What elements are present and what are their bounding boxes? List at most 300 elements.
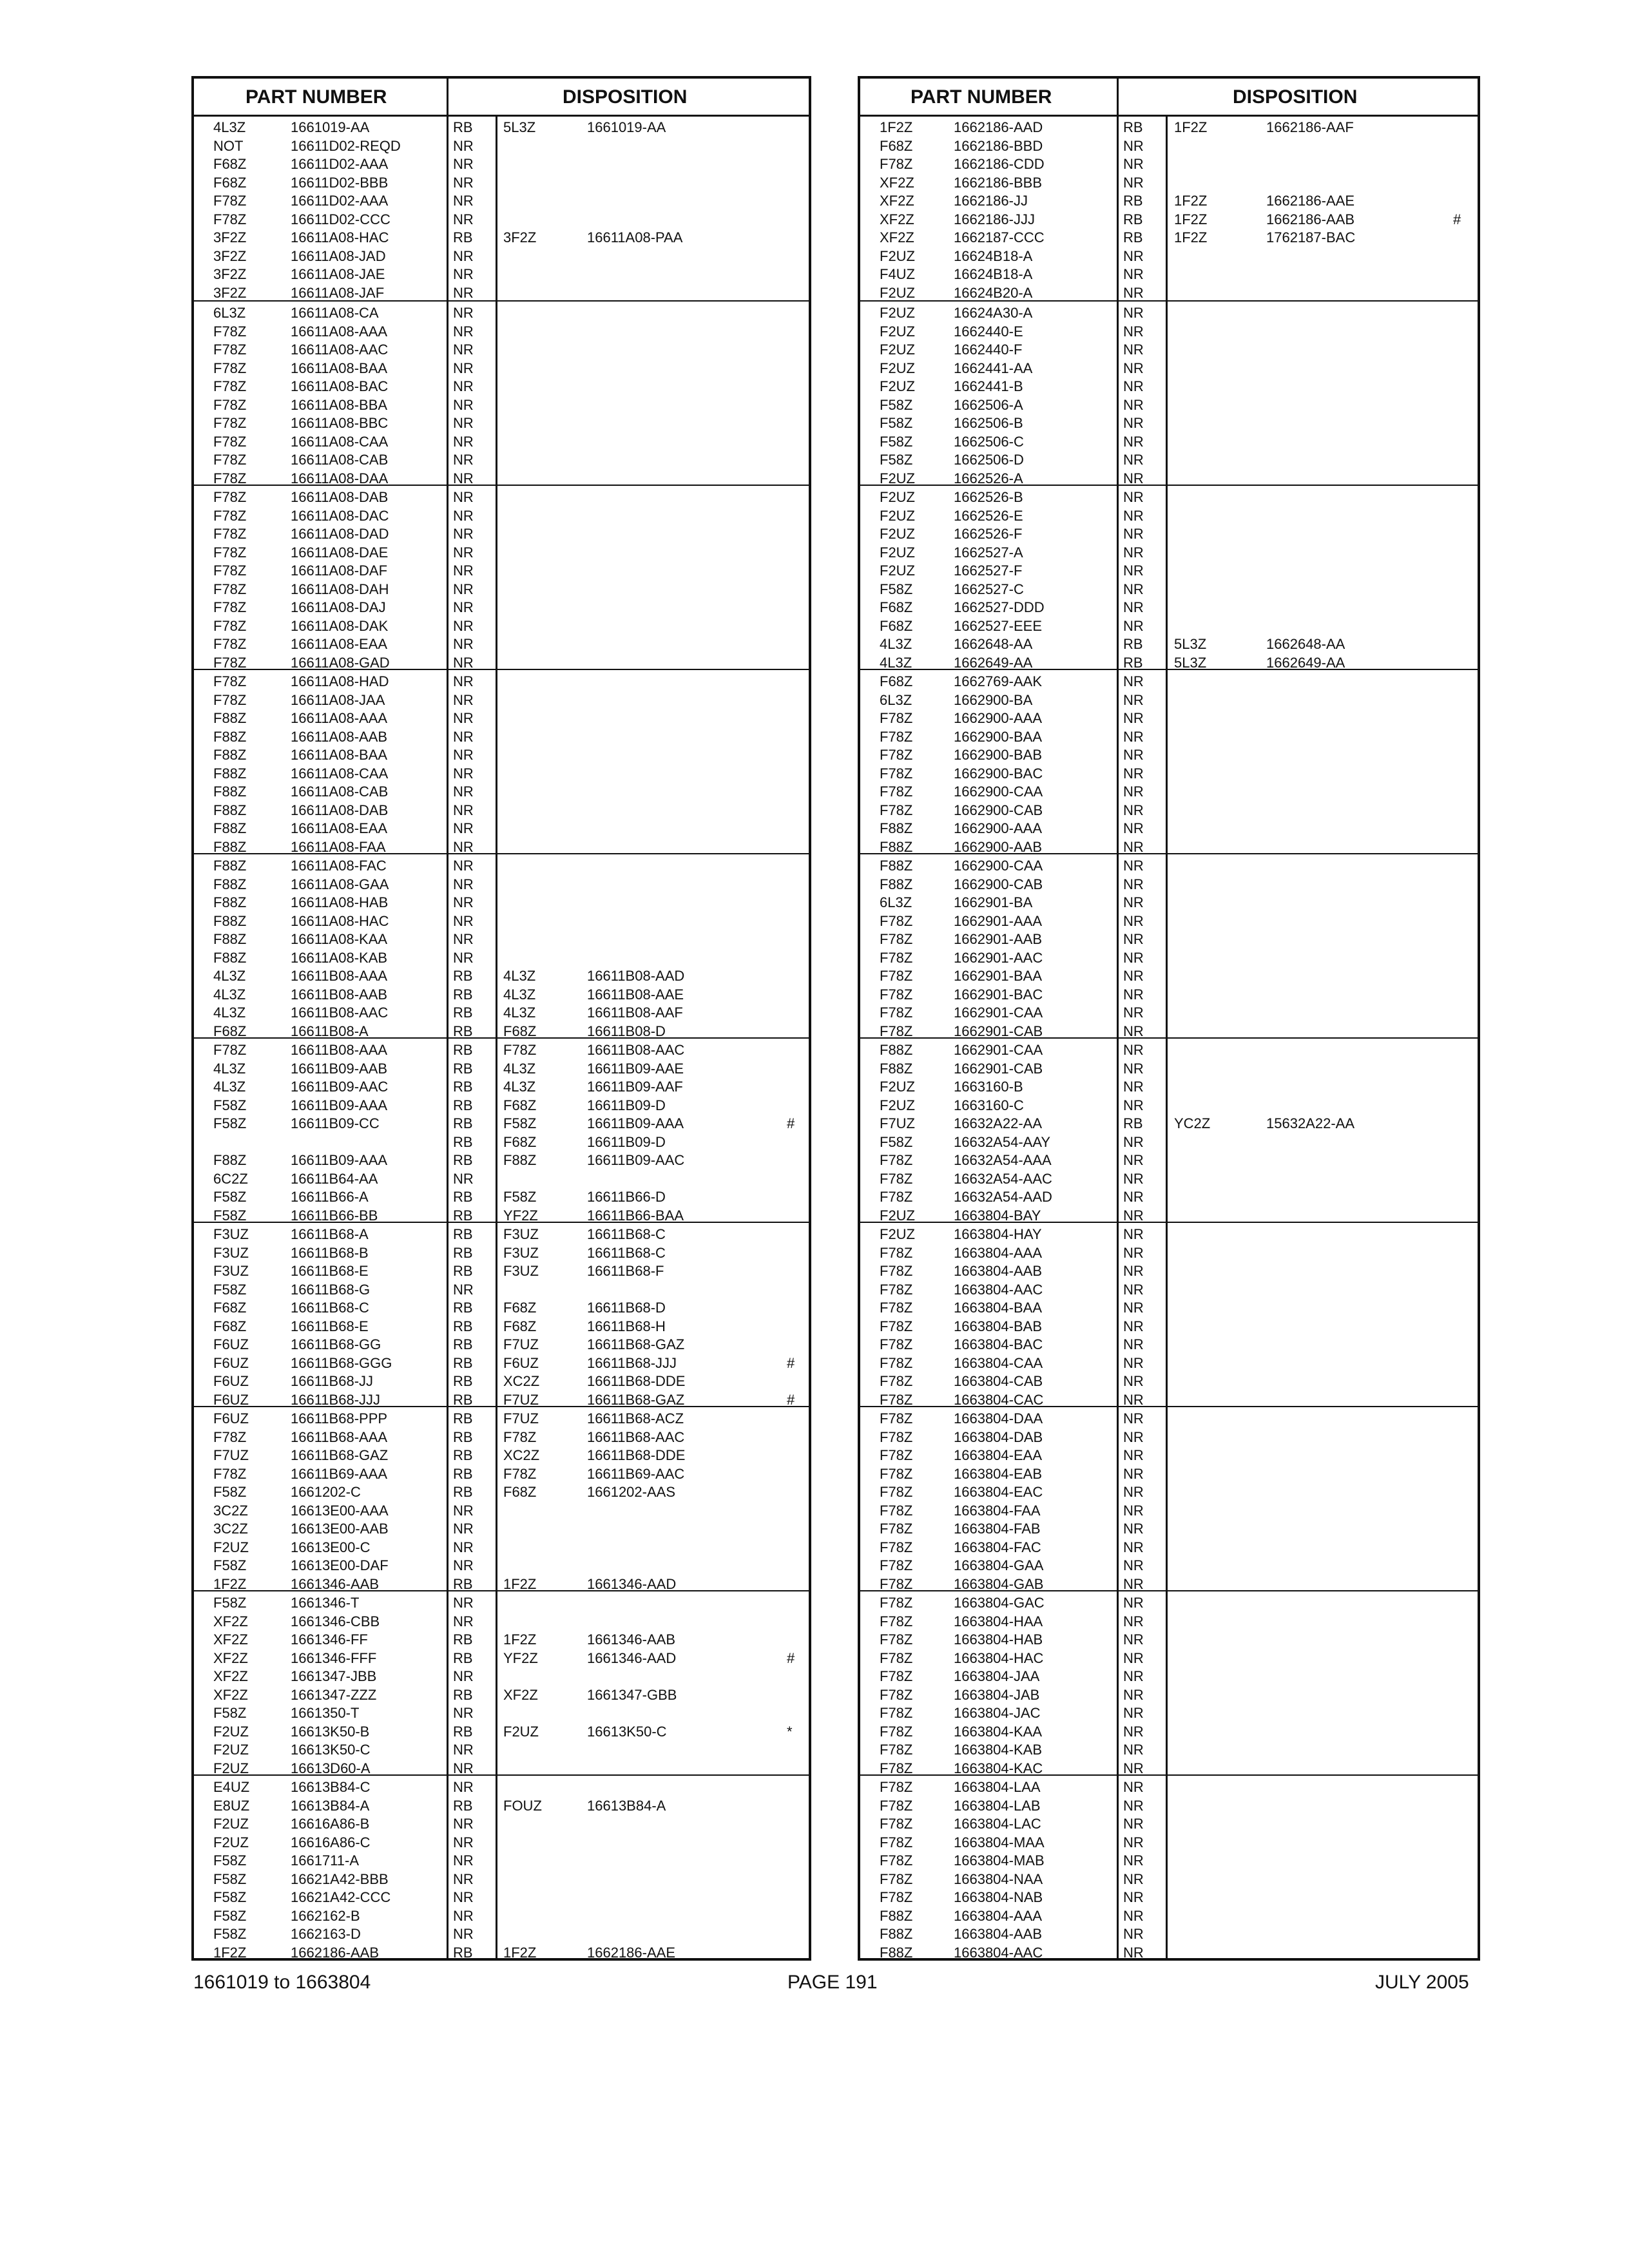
table-row [860, 1834, 1478, 1852]
code-cell: NR [1123, 949, 1144, 966]
table-row [194, 765, 809, 783]
code-cell: RB [453, 119, 473, 135]
prefix-cell: 3C2Z [213, 1521, 248, 1537]
part-number-cell: 16611D02-BBB [291, 174, 389, 191]
new-prefix-cell: F6UZ [503, 1354, 539, 1371]
row-group [860, 1037, 1478, 1223]
new-prefix-cell: 1F2Z [503, 1575, 537, 1592]
part-number-cell: 1662186-BBB [954, 174, 1042, 191]
prefix-cell: F6UZ [213, 1410, 249, 1427]
part-number-cell: 1662527-EEE [954, 617, 1042, 634]
prefix-cell: F58Z [213, 1870, 247, 1887]
code-cell: NR [453, 838, 474, 855]
prefix-cell: F68Z [880, 673, 913, 689]
code-cell: RB [453, 1004, 473, 1021]
prefix-cell: XF2Z [213, 1668, 248, 1684]
table-row [194, 1483, 809, 1502]
prefix-cell: F6UZ [213, 1391, 249, 1408]
code-cell: NR [453, 820, 474, 836]
part-number-cell: 1663804-HAC [954, 1649, 1044, 1666]
prefix-cell: F58Z [213, 1705, 247, 1721]
code-cell: NR [1123, 858, 1144, 874]
prefix-cell: F78Z [213, 617, 247, 634]
new-part-number-cell: 1662649-AA [1266, 654, 1345, 671]
part-number-cell: 1662163-D [291, 1926, 361, 1942]
prefix-cell: E8UZ [213, 1797, 250, 1814]
prefix-cell: F88Z [213, 931, 247, 947]
part-number-cell: 16611A08-JAE [291, 266, 385, 282]
part-number-cell: 16611A08-GAA [291, 876, 389, 892]
part-number-cell: 1662162-B [291, 1907, 360, 1924]
part-number-cell: 1663804-HAA [954, 1613, 1043, 1629]
part-number-cell: 1661347-ZZZ [291, 1686, 377, 1703]
row-group [860, 485, 1478, 670]
code-cell: RB [1123, 211, 1143, 227]
code-cell: NR [1123, 820, 1144, 836]
part-number-cell: 1663804-MAA [954, 1834, 1045, 1850]
table-row [860, 691, 1478, 710]
new-part-number-cell: 16613B84-A [587, 1797, 666, 1814]
part-number-cell: 1662186-AAB [291, 1944, 379, 1961]
table-row [194, 562, 809, 581]
part-number-cell: 1663160-C [954, 1097, 1024, 1113]
prefix-cell: F78Z [213, 581, 247, 597]
prefix-cell: F88Z [213, 876, 247, 892]
table-row [860, 1907, 1478, 1926]
part-number-cell: 1662901-AAC [954, 949, 1043, 966]
part-number-cell: 1662526-F [954, 526, 1023, 542]
part-number-cell: 16611B09-CC [291, 1115, 380, 1131]
table-row [860, 783, 1478, 802]
prefix-cell: F68Z [213, 1318, 247, 1334]
prefix-cell: 3F2Z [213, 284, 247, 301]
table-row [860, 857, 1478, 876]
part-number-cell: 1663804-DAB [954, 1428, 1043, 1445]
new-part-number-cell: 1662648-AA [1266, 636, 1345, 652]
table-row [860, 635, 1478, 654]
code-cell: NR [1123, 1244, 1144, 1261]
part-number-cell: 16611A08-CAA [291, 433, 389, 450]
part-number-cell: 1663804-LAB [954, 1797, 1041, 1814]
prefix-cell: XF2Z [880, 229, 914, 245]
prefix-cell: F58Z [213, 1852, 247, 1869]
part-number-cell: 16611A08-AAC [291, 341, 389, 358]
prefix-cell: F78Z [880, 1170, 913, 1187]
table-row [860, 265, 1478, 284]
part-number-cell: 1662527-F [954, 562, 1023, 579]
code-cell: NR [1123, 876, 1144, 892]
table-row [194, 1649, 809, 1668]
part-number-cell: 1662506-D [954, 452, 1024, 468]
new-prefix-cell: 1F2Z [1174, 119, 1208, 135]
code-cell: NR [453, 912, 474, 929]
prefix-cell: F88Z [213, 949, 247, 966]
footer-range: 1661019 to 1663804 [193, 1972, 371, 1993]
table-row [194, 247, 809, 266]
part-number-cell: 16611A08-BAC [291, 378, 389, 394]
code-cell: NR [453, 174, 474, 191]
new-prefix-cell: F7UZ [503, 1410, 539, 1427]
code-cell: NR [453, 654, 474, 671]
table-row [194, 820, 809, 838]
prefix-cell: F88Z [880, 876, 913, 892]
new-prefix-cell: F68Z [503, 1097, 537, 1113]
new-part-number-cell: 16611B69-AAC [587, 1465, 685, 1482]
code-cell: NR [453, 1834, 474, 1850]
part-number-cell: 1662900-AAA [954, 710, 1042, 726]
code-cell: NR [453, 1595, 474, 1611]
row-group [194, 485, 809, 670]
table-row [194, 912, 809, 931]
prefix-cell: F78Z [880, 1613, 913, 1629]
prefix-cell: F78Z [880, 728, 913, 745]
prefix-cell: F78Z [213, 323, 247, 340]
table-row [194, 1318, 809, 1336]
table-row [860, 1667, 1478, 1686]
code-cell: RB [453, 1391, 473, 1408]
part-number-cell: 1662901-CAA [954, 1042, 1043, 1058]
part-number-cell: 16611A08-DAF [291, 562, 388, 579]
table-row [860, 1133, 1478, 1152]
prefix-cell: F88Z [880, 1926, 913, 1942]
part-number-cell: 1662901-BAA [954, 968, 1042, 984]
table-row [860, 673, 1478, 691]
code-cell: RB [453, 1686, 473, 1703]
table-row [194, 1723, 809, 1742]
new-prefix-cell: 4L3Z [503, 1004, 536, 1021]
part-number-cell: 1662186-JJJ [954, 211, 1035, 227]
part-number-cell: 16611A08-CAB [291, 452, 389, 468]
prefix-cell: F78Z [880, 1484, 913, 1500]
prefix-cell: F88Z [213, 747, 247, 763]
table-row [194, 949, 809, 968]
table-row [194, 525, 809, 544]
part-number-cell: 16611A08-BAA [291, 360, 388, 376]
footer-page: PAGE 191 [787, 1972, 878, 1993]
part-number-cell: 16611D02-CCC [291, 211, 390, 227]
part-number-cell: 1662526-B [954, 489, 1023, 505]
part-number-cell: 16613E00-DAF [291, 1557, 389, 1573]
row-group [194, 116, 809, 300]
code-cell: NR [453, 1539, 474, 1555]
prefix-cell: F58Z [880, 433, 913, 450]
new-part-number-cell: 16611B68-H [587, 1318, 666, 1334]
code-cell: NR [1123, 1502, 1144, 1519]
new-part-number-cell: 16611B68-DDE [587, 1447, 686, 1463]
part-number-cell: 1663804-GAB [954, 1575, 1044, 1592]
code-cell: NR [453, 193, 474, 209]
table-row [860, 304, 1478, 323]
code-cell: RB [453, 1079, 473, 1095]
table-row [194, 1465, 809, 1484]
table-row [860, 1649, 1478, 1668]
code-cell: NR [1123, 433, 1144, 450]
prefix-cell: F2UZ [880, 544, 915, 561]
part-number-cell: 1663804-CAC [954, 1391, 1044, 1408]
new-part-number-cell: 16611B09-AAE [587, 1060, 684, 1077]
part-number-cell: 1663804-BAY [954, 1207, 1041, 1224]
table-row [860, 544, 1478, 562]
part-number-cell: 16611A08-AAB [291, 728, 388, 745]
code-cell: RB [453, 1263, 473, 1279]
new-prefix-cell: 5L3Z [503, 119, 536, 135]
table-row [860, 414, 1478, 433]
prefix-cell: F58Z [213, 1557, 247, 1573]
table-row [860, 1041, 1478, 1060]
code-cell: RB [453, 1575, 473, 1592]
new-part-number-cell: 16611B68-AAC [587, 1428, 685, 1445]
prefix-cell: F78Z [880, 1557, 913, 1573]
part-number-cell: 16611B68-B [291, 1244, 369, 1261]
prefix-cell: F2UZ [880, 507, 915, 524]
table-row [194, 1520, 809, 1539]
prefix-cell: 6C2Z [213, 1170, 248, 1187]
prefix-cell: 4L3Z [213, 968, 246, 984]
code-cell: NR [1123, 1300, 1144, 1316]
new-part-number-cell: 1661346-AAD [587, 1575, 677, 1592]
prefix-cell: F6UZ [213, 1354, 249, 1371]
code-cell: NR [1123, 489, 1144, 505]
part-number-cell: 16611A08-DAJ [291, 599, 386, 615]
new-part-number-cell: 1661019-AA [587, 119, 666, 135]
table-row [860, 1281, 1478, 1300]
table-row [194, 378, 809, 396]
row-group [860, 1590, 1478, 1776]
table-row [860, 1539, 1478, 1557]
prefix-cell: F78Z [213, 452, 247, 468]
part-number-cell: 16632A54-AAC [954, 1170, 1052, 1187]
new-part-number-cell: 16611B68-F [587, 1263, 664, 1279]
part-number-cell: 16611A08-BBC [291, 415, 389, 431]
code-cell: NR [1123, 765, 1144, 782]
code-cell: NR [1123, 617, 1144, 634]
code-cell: NR [1123, 1907, 1144, 1924]
part-number-cell: 1663804-AAC [954, 1944, 1043, 1961]
table-row [194, 1834, 809, 1852]
code-cell: NR [1123, 1686, 1144, 1703]
new-part-number-cell: 16611B66-D [587, 1189, 666, 1205]
code-cell: NR [1123, 1336, 1144, 1352]
prefix-cell: F78Z [213, 396, 247, 413]
part-number-cell: 16611A08-HAD [291, 673, 389, 689]
table-row [194, 1151, 809, 1170]
prefix-cell: F78Z [880, 1189, 913, 1205]
prefix-cell: F78Z [213, 193, 247, 209]
prefix-cell: XF2Z [880, 193, 914, 209]
part-number-cell: 16611B68-GGG [291, 1354, 392, 1371]
table-row [860, 1446, 1478, 1465]
table-row [194, 1225, 809, 1244]
part-number-cell: 1662527-C [954, 581, 1024, 597]
table-row [860, 247, 1478, 266]
new-prefix-cell: F2UZ [503, 1723, 539, 1740]
code-cell: NR [453, 728, 474, 745]
part-number-cell: 16611B68-JJ [291, 1373, 374, 1389]
table-row [194, 1428, 809, 1447]
table-row [860, 1483, 1478, 1502]
prefix-cell: F2UZ [880, 1207, 915, 1224]
part-number-cell: 1662648-AA [954, 636, 1033, 652]
prefix-cell: XF2Z [213, 1613, 248, 1629]
code-cell: NR [1123, 507, 1144, 524]
new-prefix-cell: F78Z [503, 1042, 537, 1058]
table-row [860, 1925, 1478, 1944]
code-cell: NR [1123, 562, 1144, 579]
row-group [860, 1774, 1478, 1960]
part-number-cell: 16611B08-AAA [291, 1042, 388, 1058]
prefix-cell: F58Z [213, 1926, 247, 1942]
code-cell: NR [1123, 1631, 1144, 1648]
part-number-cell: 1663804-GAC [954, 1595, 1045, 1611]
code-cell: NR [453, 211, 474, 227]
prefix-cell: F78Z [880, 1447, 913, 1463]
new-prefix-cell: F68Z [503, 1023, 537, 1039]
table-row [860, 1502, 1478, 1521]
prefix-cell: F88Z [213, 728, 247, 745]
prefix-cell: F88Z [213, 802, 247, 818]
new-prefix-cell: XC2Z [503, 1373, 540, 1389]
part-number-cell: 16611B08-AAC [291, 1004, 389, 1021]
table-row [860, 1115, 1478, 1133]
prefix-cell: F78Z [213, 1428, 247, 1445]
code-cell: NR [453, 581, 474, 597]
code-cell: RB [453, 1189, 473, 1205]
new-part-number-cell: 16611B09-D [587, 1097, 666, 1113]
code-cell: NR [1123, 1649, 1144, 1666]
part-number-cell: 1661346-CBB [291, 1613, 380, 1629]
table-row [194, 1004, 809, 1023]
code-cell: RB [453, 1023, 473, 1039]
new-prefix-cell: F7UZ [503, 1391, 539, 1408]
new-prefix-cell: F7UZ [503, 1336, 539, 1352]
new-prefix-cell: F58Z [503, 1189, 537, 1205]
code-cell: NR [1123, 710, 1144, 726]
code-cell: RB [453, 1152, 473, 1168]
code-cell: RB [453, 1115, 473, 1131]
table-row [860, 802, 1478, 820]
parts-table-right [858, 76, 1480, 1961]
new-part-number-cell: 1662186-AAE [1266, 193, 1354, 209]
code-cell: RB [453, 1336, 473, 1352]
table-row [860, 1852, 1478, 1870]
part-number-cell: 16611A08-GAD [291, 654, 390, 671]
disposition-header: DISPOSITION [1233, 86, 1358, 108]
part-number-cell: 16613E00-AAA [291, 1502, 389, 1519]
prefix-cell: F7UZ [213, 1447, 249, 1463]
code-cell: NR [453, 1816, 474, 1832]
code-cell: NR [1123, 1575, 1144, 1592]
prefix-cell: F78Z [213, 433, 247, 450]
code-cell: RB [1123, 1115, 1143, 1131]
code-cell: RB [453, 1723, 473, 1740]
code-cell: NR [1123, 802, 1144, 818]
table-row [194, 1115, 809, 1133]
code-cell: NR [453, 1170, 474, 1187]
prefix-cell: 3C2Z [213, 1502, 248, 1519]
new-prefix-cell: YF2Z [503, 1649, 538, 1666]
table-row [860, 451, 1478, 470]
code-cell: NR [1123, 599, 1144, 615]
part-number-cell: 1663804-BAC [954, 1336, 1043, 1352]
table-row [860, 1557, 1478, 1575]
note-cell: * [787, 1723, 793, 1740]
prefix-cell: F4UZ [880, 266, 915, 282]
prefix-cell: F78Z [880, 783, 913, 800]
new-part-number-cell: 16611B08-AAF [587, 1004, 683, 1021]
prefix-cell: F78Z [213, 415, 247, 431]
code-cell: NR [453, 452, 474, 468]
part-number-cell: 1663804-NAB [954, 1889, 1043, 1905]
prefix-cell: F78Z [880, 1723, 913, 1740]
table-row [194, 1502, 809, 1521]
prefix-cell: F2UZ [880, 470, 915, 486]
prefix-cell: F2UZ [880, 305, 915, 321]
code-cell: NR [453, 266, 474, 282]
code-cell: NR [1123, 1613, 1144, 1629]
table-row [860, 507, 1478, 526]
code-cell: NR [1123, 341, 1144, 358]
note-cell: # [1453, 211, 1461, 227]
new-part-number-cell: 16611B08-AAE [587, 986, 684, 1003]
table-row [194, 229, 809, 247]
table-row [860, 1262, 1478, 1281]
code-cell: NR [1123, 1042, 1144, 1058]
code-cell: NR [1123, 1465, 1144, 1482]
prefix-cell: F88Z [213, 765, 247, 782]
code-cell: RB [453, 1428, 473, 1445]
prefix-cell: F78Z [880, 1318, 913, 1334]
table-row [860, 341, 1478, 360]
prefix-cell: F78Z [880, 1152, 913, 1168]
part-number-cell: 1663160-B [954, 1079, 1023, 1095]
part-number-cell: 1663804-HAY [954, 1226, 1042, 1242]
code-cell: RB [453, 1447, 473, 1463]
table-row [860, 581, 1478, 599]
code-cell: NR [1123, 1354, 1144, 1371]
part-number-cell: 1662900-AAA [954, 820, 1042, 836]
code-cell: NR [453, 931, 474, 947]
parts-table-left [191, 76, 811, 1961]
table-row [860, 1225, 1478, 1244]
part-number-cell: 1663804-KAB [954, 1742, 1042, 1758]
prefix-cell: F58Z [213, 1281, 247, 1298]
prefix-cell: F88Z [880, 1944, 913, 1961]
part-number-cell: 1663804-DAA [954, 1410, 1043, 1427]
part-number-cell: 1663804-AAA [954, 1907, 1042, 1924]
code-cell: RB [453, 1465, 473, 1482]
prefix-cell: F78Z [880, 1816, 913, 1832]
code-cell: NR [453, 1889, 474, 1905]
table-header [194, 79, 809, 117]
code-cell: NR [1123, 1705, 1144, 1721]
code-cell: RB [1123, 119, 1143, 135]
new-prefix-cell: F3UZ [503, 1263, 539, 1279]
table-row [860, 617, 1478, 636]
table-row [194, 1262, 809, 1281]
table-row [194, 1410, 809, 1428]
table-row [194, 728, 809, 747]
code-cell: RB [453, 1373, 473, 1389]
part-number-cell: 1663804-CAA [954, 1354, 1043, 1371]
part-number-cell: 1662900-BAC [954, 765, 1043, 782]
code-cell: RB [453, 229, 473, 245]
new-prefix-cell: F68Z [503, 1133, 537, 1150]
prefix-cell: F2UZ [880, 562, 915, 579]
prefix-cell: F78Z [880, 1373, 913, 1389]
code-cell: NR [1123, 1097, 1144, 1113]
part-number-header: PART NUMBER [911, 86, 1052, 108]
code-cell: RB [453, 1631, 473, 1648]
